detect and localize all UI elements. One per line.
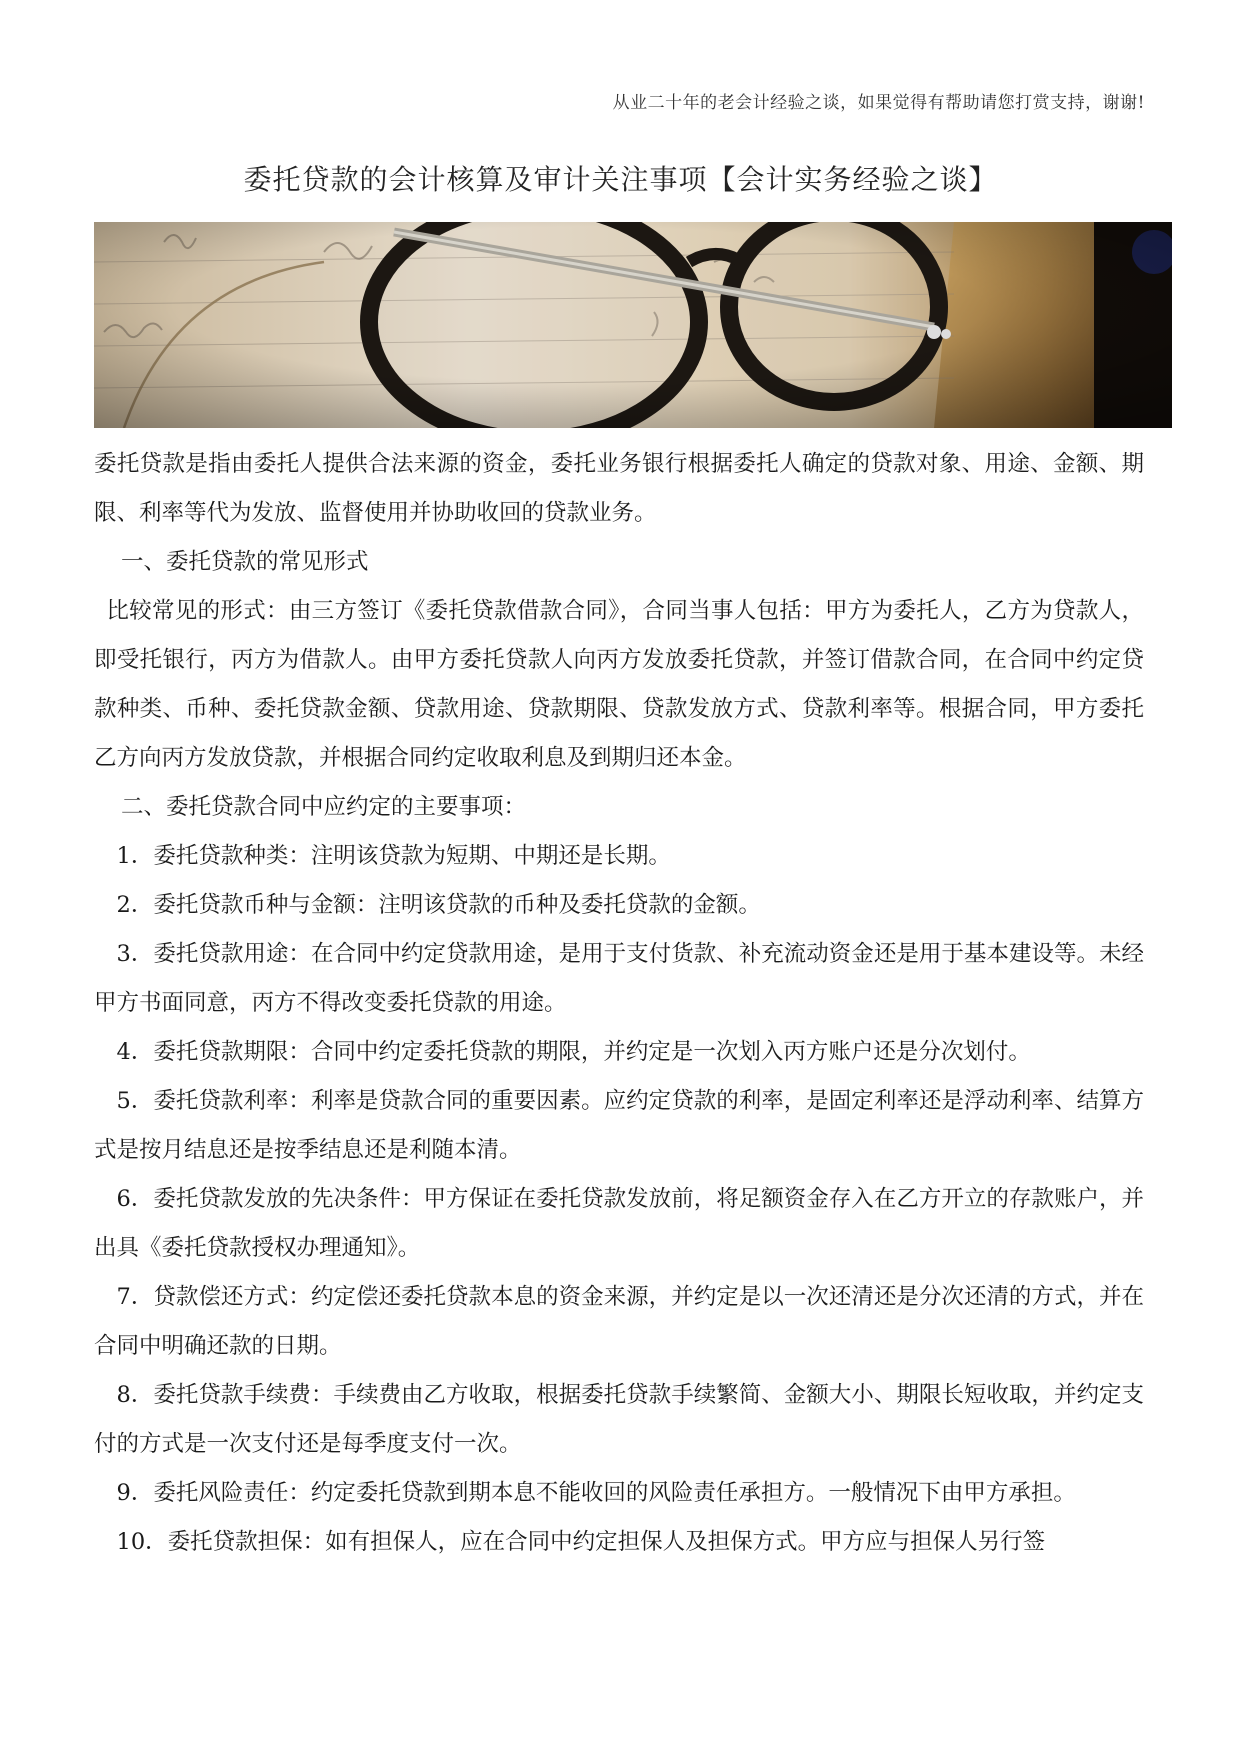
list-item: 9．委托风险责任：约定委托贷款到期本息不能收回的风险责任承担方。一般情况下由甲方承担。 (116, 1480, 1076, 1506)
list-item: 2．委托贷款币种与金额：注明该贷款的币种及委托贷款的金额。 (116, 892, 761, 918)
section-heading-2: 二、委托贷款合同中应约定的主要事项： (121, 794, 527, 820)
paragraph-intro: 委托贷款是指由委托人提供合法来源的资金，委托业务银行根据委托人确定的贷款对象、用途、金额、期限、利率等代为发放、监督使用并协助收回的贷款业务。 (94, 451, 1144, 526)
list-item: 4．委托贷款期限：合同中约定委托贷款的期限，并约定是一次划入丙方账户还是分次划付。 (116, 1039, 1031, 1065)
document-body (94, 440, 1144, 1567)
glasses-photo-illustration (94, 222, 1172, 428)
section-heading-1: 一、委托贷款的常见形式 (121, 549, 369, 575)
header-note: 从业二十年的老会计经验之谈，如果觉得有帮助请您打赏支持，谢谢! (612, 93, 1145, 113)
list-item: 7．贷款偿还方式：约定偿还委托贷款本息的资金来源，并约定是以一次还清还是分次还清的方式，并在合同中明确还款的日期。 (94, 1284, 1144, 1359)
list-item: 3．委托贷款用途：在合同中约定贷款用途，是用于支付货款、补充流动资金还是用于基本建设等。未经甲方书面同意，丙方不得改变委托贷款的用途。 (94, 941, 1144, 1016)
paragraph-section1: 比较常见的形式：由三方签订《委托贷款借款合同》，合同当事人包括：甲方为委托人，乙方为贷款人，即受托银行，丙方为借款人。由甲方委托贷款人向丙方发放委托贷款，并签订借款合同，在合同中约定贷款种类、币种、委托贷款金额、贷款用途、贷款期限、贷款发放方式、贷款利率等。根据合同，甲方委托乙方向丙方发放贷款，并根据合同约定收取利息及到期归还本金。 (94, 598, 1144, 771)
list-item: 10．委托贷款担保：如有担保人，应在合同中约定担保人及担保方式。甲方应与担保人另行签 (116, 1529, 1046, 1555)
list-item: 1．委托贷款种类：注明该贷款为短期、中期还是长期。 (116, 843, 671, 869)
list-item: 6．委托贷款发放的先决条件：甲方保证在委托贷款发放前，将足额资金存入在乙方开立的存款账户，并出具《委托贷款授权办理通知》。 (94, 1186, 1144, 1261)
document-title: 委托贷款的会计核算及审计关注事项【会计实务经验之谈】 (243, 163, 998, 196)
banner-photo (94, 222, 1172, 428)
list-item: 8．委托贷款手续费：手续费由乙方收取，根据委托贷款手续繁简、金额大小、期限长短收取，并约定支付的方式是一次支付还是每季度支付一次。 (94, 1382, 1144, 1457)
list-item: 5．委托贷款利率：利率是贷款合同的重要因素。应约定贷款的利率，是固定利率还是浮动利率、结算方式是按月结息还是按季结息还是利随本清。 (94, 1088, 1144, 1163)
